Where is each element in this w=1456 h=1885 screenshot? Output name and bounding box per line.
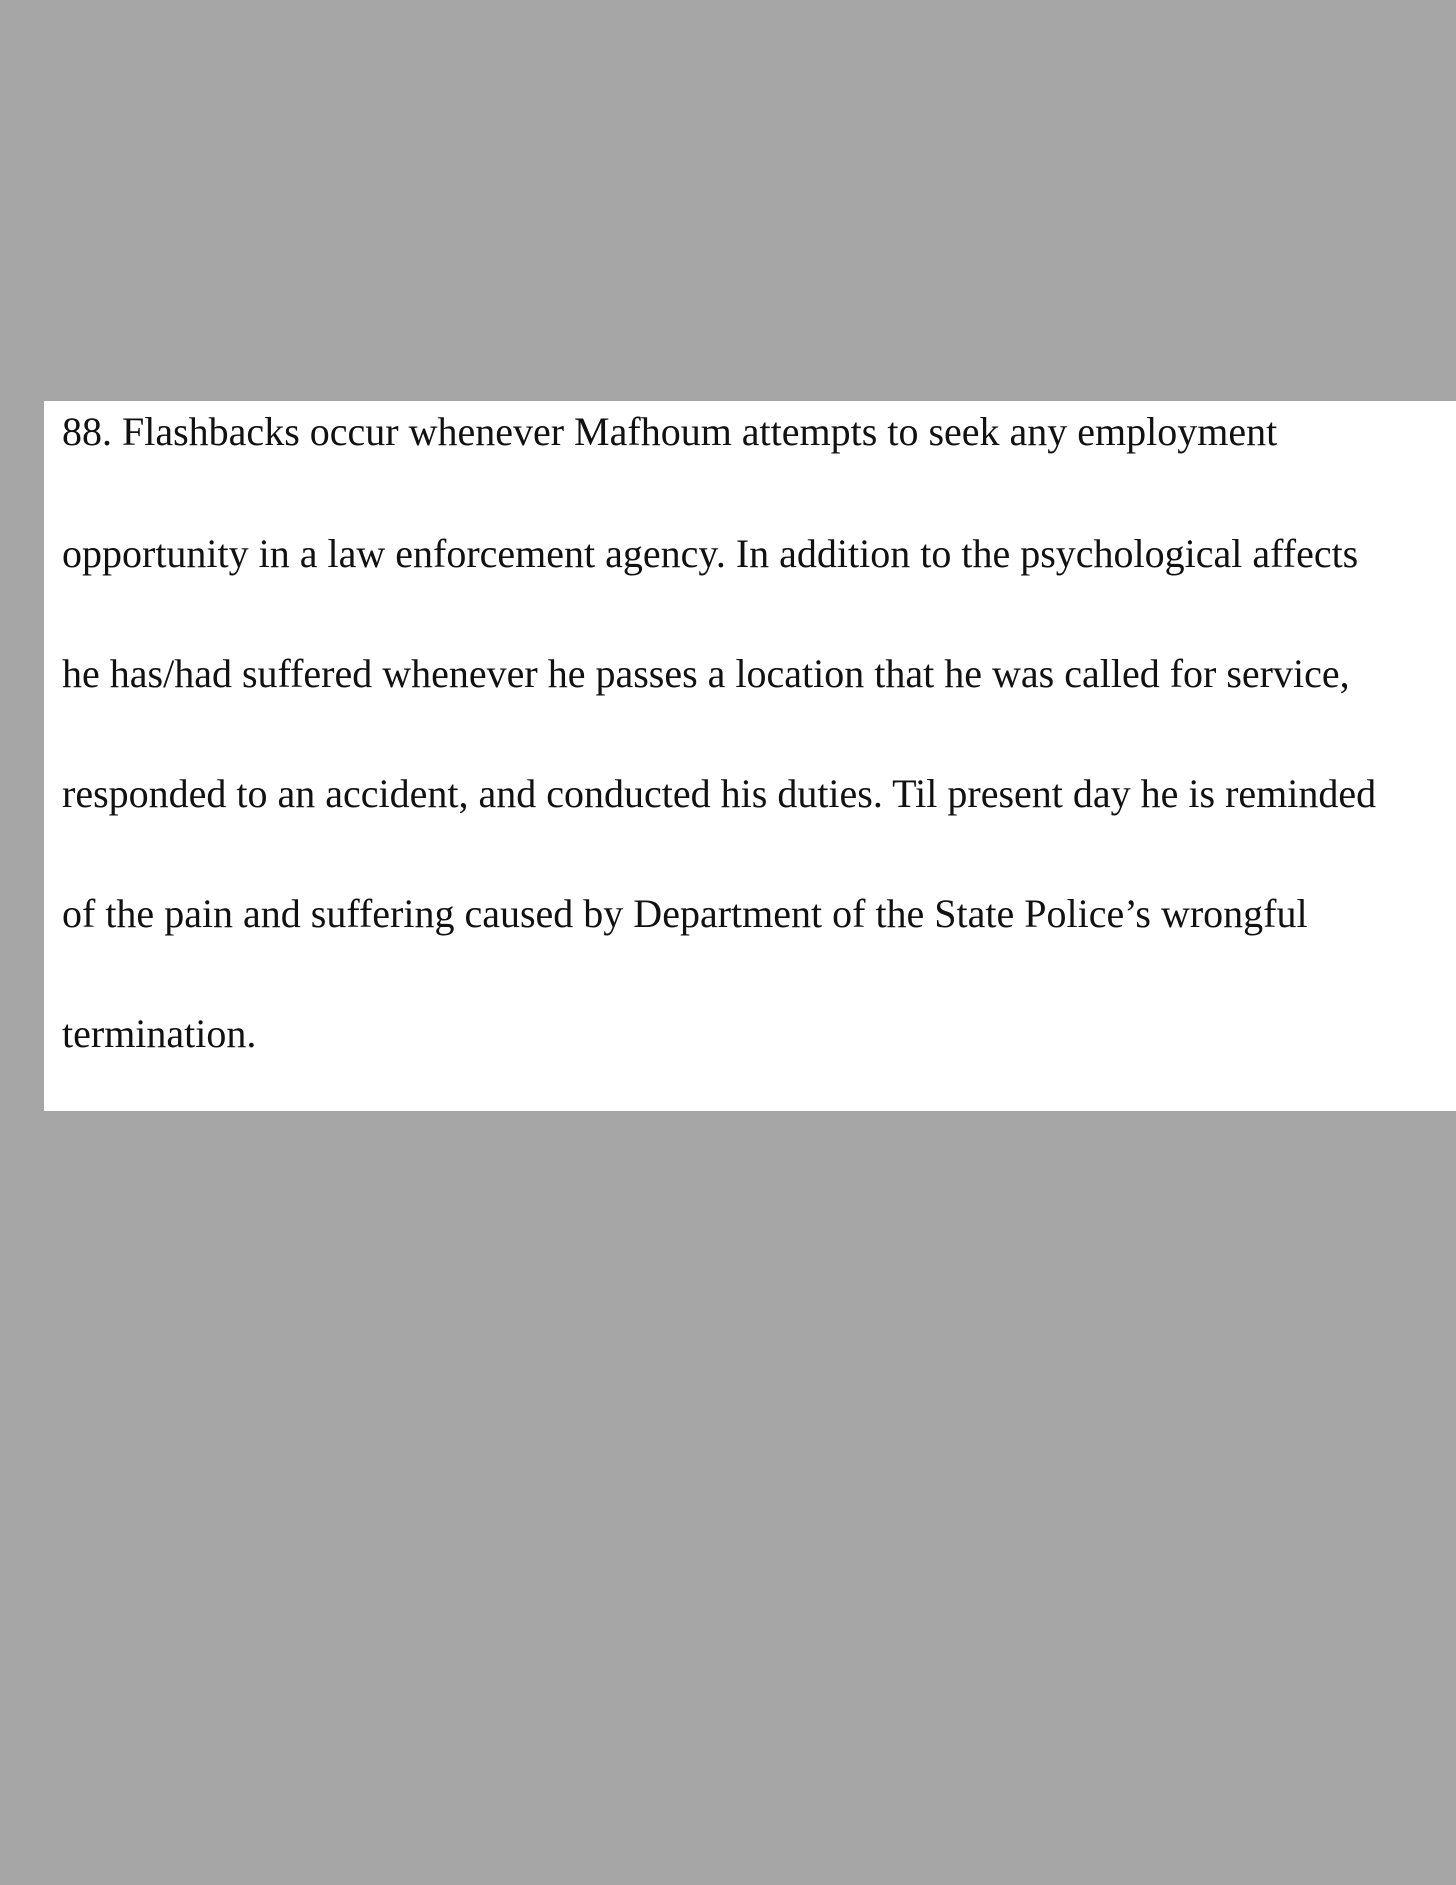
document-page-excerpt (44, 401, 1456, 1111)
paragraph-line-4: responded to an accident, and conducted his duties. Til present day he is reminded (62, 771, 1377, 816)
paragraph-line-5: of the pain and suffering caused by Department of the State Police’s wrongful (62, 891, 1308, 936)
paragraph-line-1: 88. Flashbacks occur whenever Mafhoum attempts to seek any employment (62, 409, 1278, 454)
paragraph-line-6: termination. (62, 1011, 257, 1056)
paragraph-line-2: opportunity in a law enforcement agency. In addition to the psychological affects (62, 531, 1359, 576)
paragraph-line-3: he has/had suffered whenever he passes a location that he was called for service, (62, 651, 1350, 696)
